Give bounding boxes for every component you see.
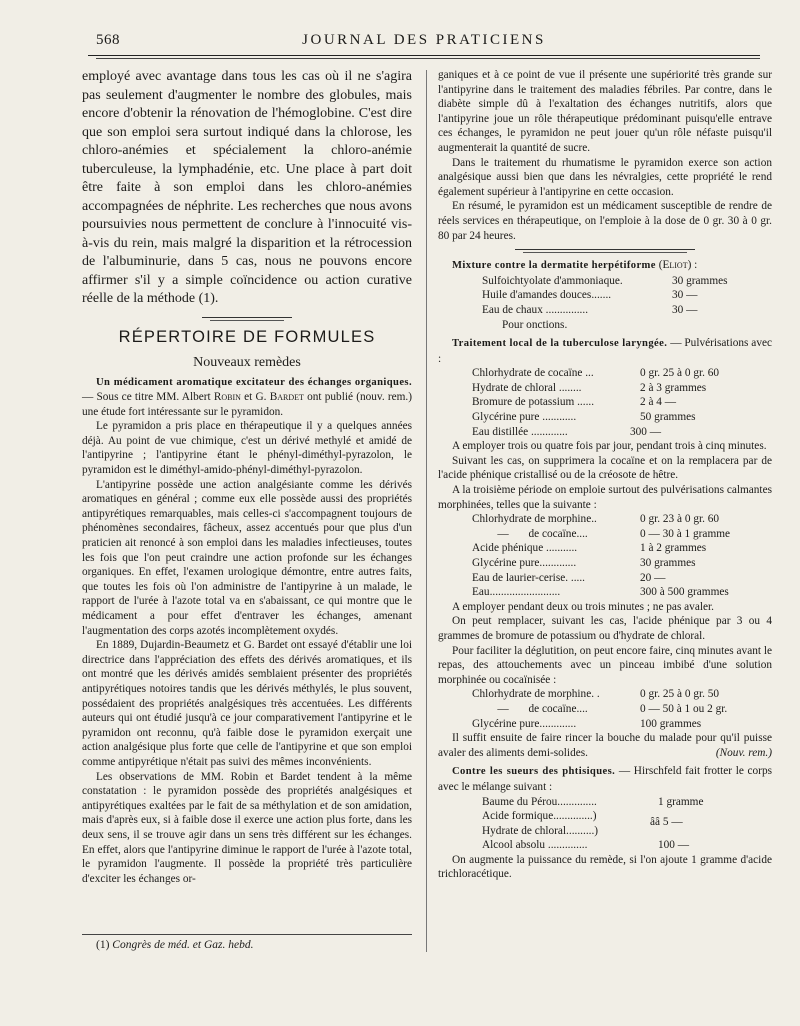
quantity: 300 — — [630, 425, 662, 438]
ingredient: Eau de chaux ............... — [482, 303, 589, 316]
mixture-formula — [482, 274, 772, 332]
quantity: 30 — — [672, 303, 698, 316]
formula-row — [472, 366, 772, 381]
footnote-number: (1) — [96, 939, 113, 951]
quantity: 0 — 50 à 1 ou 2 gr. — [640, 702, 728, 715]
header-rule-thin — [96, 58, 760, 59]
ingredient: Bromure de potassium ...... — [472, 396, 595, 409]
formula-row — [482, 795, 772, 810]
section-title: RÉPERTOIRE DE FORMULES — [118, 327, 376, 346]
ingredient: Chlorhydrate de cocaïne ... — [472, 367, 594, 380]
formula-row — [472, 541, 772, 556]
deglutition-text: Il suffit ensuite de faire rincer la bouche du malade pour qu'il puisse avaler des aliments demi-solides. — [438, 732, 772, 759]
left-paragraph-3: Le pyramidon a pris place en thérapeutique il y a quelques années déjà. Au point de vue chimique, c'est un dérivé methylé et amidé de l'antipyrine ; l'antipyrine étant le phényl-diméthyl-pyrazolon, le pyramidon est le diméthyl-amido-phényl-diméthyl-pyrazolon. — [82, 420, 412, 477]
left-paragraph-6: Les observations de MM. Robin et Bardet tendent à la même constatation : le pyramidon possède des propriétés analgésiques et antipyrétiques exaltées par le fait de sa méthylation et de son amidation, mais d'après eux, si à faible dose il exerce une action plus forte, dans les deux sens, il se trouve agir dans un sens très différent sur les échanges. En effet, alors que l'antipyrine diminue le rapport de l'urée à l'azote total, le pyramidon l'augmente. Il possède la propriété très particulière d'exciter les échanges or- — [82, 770, 412, 885]
ingredient: Eau......................... — [472, 586, 561, 599]
left-column — [82, 68, 412, 886]
ingredient: Alcool absolu .............. — [482, 839, 588, 852]
ingredient: Chlorhydrate de morphine. . — [472, 688, 600, 701]
deglutition-source: (Nouv. rem.) — [715, 746, 772, 759]
sueurs-title: Contre les sueurs des phtisiques. — [452, 766, 616, 778]
right-paragraph-3: En résumé, le pyramidon est un médicament susceptible de rendre de réels services en thérapeutique, on l'emploie à la dose de 0 gr. 30 à 0 gr. 80 par 24 heures. — [438, 200, 772, 242]
quantity: 0 — 30 à 1 gramme — [640, 527, 731, 540]
quantity: 20 — — [640, 571, 666, 584]
mixture-usage: Pour onctions. — [502, 318, 568, 331]
article-intro-c: ont publié (nouv. rem.) une étude fort intéressante sur le pyramidon. — [82, 391, 413, 418]
formula-row — [472, 425, 772, 440]
page-number: 568 — [96, 32, 120, 48]
formula-row — [472, 687, 772, 702]
left-paragraph-4: L'antipyrine possède une action analgésiante comme les dérivés aromatiques en général ; comme eux elle possède aussi des propriétés antipyrétiques remarquables, mais celles-ci s'accompagnent toujours de phénomènes secondaires, fâcheux, assez accentués pour que plus d'un praticien ait renoncé à son emploi dans les maladies infectieuses, toutes les fois que l'on peut craindre une action profonde sur les échanges organiques. En effet, l'examen urologique démontre, entre autres faits, que toutes les fois où l'on administre de l'antipyrine à un malade, le rapport de l'urée à l'azote total va en s'abaissant, ce qui montre que le médicament a pour effet d'entraver les échanges, amenant l'augmentation des corps azotés incomplètement oxydés. — [82, 478, 412, 637]
mixture-title: Mixture contre la dermatite herpétiforme — [452, 260, 656, 272]
ingredient: Huile d'amandes douces....... — [482, 289, 612, 302]
right-paragraph-2: Dans le traitement du rhumatisme le pyramidon exerce son action analgésique aussi bien que dans les névralgies, cette propriété le rend également supérieur à l'antipyrine en cette occasion. — [438, 156, 772, 198]
ingredient: Eau de laurier-cerise. ..... — [472, 571, 585, 584]
formula-row — [472, 410, 772, 425]
tuberculose-paragraph-1: A employer trois ou quatre fois par jour, pendant trois à cinq minutes. — [452, 440, 767, 453]
article-heading: Un médicament aromatique excitateur des échanges organiques. — [96, 376, 412, 388]
formula-row — [472, 556, 772, 571]
footnote-rule — [82, 934, 412, 935]
ingredient: Glycérine pure............. — [472, 557, 577, 569]
footnote-text: Congrès de méd. et Gaz. hebd. — [112, 939, 254, 951]
deglutition-formula — [472, 687, 772, 731]
quantity: 2 à 3 grammes — [640, 381, 707, 394]
formula-row — [472, 585, 772, 600]
journal-title: JOURNAL DES PRATICIENS — [302, 32, 546, 48]
ingredient: Glycérine pure ............ — [472, 411, 577, 424]
morphine-formula — [472, 512, 772, 600]
ingredient: Baume du Pérou.............. — [482, 795, 597, 808]
ingredient: — de cocaïne.... — [472, 702, 588, 715]
ingredient: Acide phénique ........... — [472, 542, 578, 555]
ingredient: Eau distillée ............. — [472, 425, 568, 438]
tuberculose-title: Traitement local de la tuberculose laryngée. — [452, 338, 668, 350]
subsection-title: Nouveaux remèdes — [193, 354, 301, 370]
sueurs-formula — [482, 795, 772, 853]
sueurs-intro: — Hirschfeld fait frotter le corps avec le mélange suivant : — [438, 765, 772, 793]
mixture-author: (Eliot) : — [655, 259, 698, 272]
quantity: 1 gramme — [658, 795, 704, 808]
right-paragraph-1: ganiques et à ce point de vue il présente une supériorité très grande sur l'antipyrine dans le traitement des maladies fébriles. Par contre, dans le diabète simple dû à l'exaltation des échanges nutritifs, alors que l'antipyrine joue un rôle thérapeutique prédominant puisqu'elle entrave ces échanges, le pyramidon ne peut jouer qu'un rôle néfaste puisqu'il augmenterait la quantité de sucre. — [438, 69, 772, 154]
tuberculose-paragraph-3: A la troisième période on emploie surtout des pulvérisations calmantes morphinées, telles que la suivante : — [438, 484, 772, 511]
formula-row — [472, 512, 772, 527]
tuberculose-intro: — Pulvérisations avec : — [438, 337, 772, 365]
morphine-paragraph-2: On peut remplacer, suivant les cas, l'acide phénique par 3 ou 4 grammes de bromure de potassium ou d'hydrate de chloral. — [438, 615, 772, 642]
quantity: 0 gr. 23 à 0 gr. 60 — [640, 513, 720, 526]
tuberculose-formula — [472, 366, 772, 439]
formula-row — [482, 274, 772, 289]
column-divider — [426, 70, 427, 952]
quantity: 100 — — [658, 839, 690, 852]
author-robin: Robin — [213, 391, 241, 404]
quantity: 100 grammes — [640, 717, 702, 730]
left-paragraph-1: employé avec avantage dans tous les cas où il ne s'agira pas seulement d'augmenter le nombre des globules, mais encore d'obtenir la rénovation de l'hémoglobine. C'est dire que son emploi sera surtout indiqué dans la chlorose, les chloro-anémies et spécialement la chloro-anémie tuberculeuse, la lymphadénie, etc. Une place à part doit être faite à son emploi dans les chloro-anémies accompagnées de néphrite. Les recherches que nous avons poursuivies nous permettent de conclure à l'innocuité vis-à-vis du rein, mais malgré la disparition et la rétrocession de l'albuminurie, dans 5 cas, nous ne pouvons encore affirmer s'il y a simple coïncidence ou action curative réelle de la méthode (1). — [82, 69, 412, 306]
ingredient: Hydrate de chloral ........ — [472, 381, 582, 394]
morphine-paragraph-1: A employer pendant deux ou trois minutes ; ne pas avaler. — [452, 600, 714, 613]
morphine-paragraph-3: Pour faciliter la déglutition, on peut encore faire, cinq minutes avant le repas, des attouchements avec un pinceau imbibé d'une solution morphinée ou cocaïnisée : — [438, 644, 772, 686]
ingredient: — de cocaïne.... — [472, 527, 588, 540]
formula-row — [482, 809, 772, 824]
right-column — [438, 68, 772, 882]
mixture-heading — [438, 258, 772, 274]
ingredient: Acide formique..............) — [482, 810, 597, 823]
quantity: 30 — — [672, 289, 698, 302]
quantity: 300 à 500 grammes — [640, 586, 729, 599]
sueurs-heading — [438, 764, 772, 794]
tuberculose-paragraph-2: Suivant les cas, on supprimera la cocaïne et on la remplacera par de l'acide phénique cristallisé ou de la créosote de hêtre. — [438, 454, 772, 482]
article-intro-b: et G. — [240, 391, 270, 404]
ingredient: Hydrate de chloral..........) — [482, 824, 599, 837]
left-paragraph-5: En 1889, Dujardin-Beaumetz et G. Bardet ont essayé d'établir une loi directrice dans l'appréciation des effets des dérivés aromatiques, et ils ont montré que les dérivés amidés semblaient présenter des propriétés antipyrétiques notoires tandis que les dérivés méthylés, le plus souvent, possédaient des propriétés analgésiques très accentuées. Les différents auteurs qui ont étudié jusqu'à ce jour comparativement l'antipyrine et le pyramidon ont reconnu, qu'à faible dose le pyramidon exerçait une action analgésique plus forte que celle de l'antipyrine et que son emploi comme antipyrétique n'était pas suivi des mêmes inconvénients. — [82, 639, 412, 768]
header-rule — [88, 55, 760, 56]
tuberculose-heading — [438, 336, 772, 366]
page-header — [88, 30, 760, 52]
ingredient: Glycérine pure............. — [472, 717, 577, 730]
quantity: 0 gr. 25 à 0 gr. 60 — [640, 367, 720, 380]
formula-row — [472, 571, 772, 586]
right-section-rule — [515, 249, 695, 250]
ingredient: Sulfoichtyolate d'ammoniaque. — [482, 274, 623, 287]
article-intro-a: — Sous ce titre MM. Albert — [82, 391, 214, 404]
quantity: 30 grammes — [640, 557, 696, 569]
formula-row — [472, 381, 772, 396]
quantity: 0 gr. 25 à 0 gr. 50 — [640, 688, 720, 701]
section-rule — [202, 317, 292, 318]
formula-row — [482, 838, 772, 853]
quantity: 2 à 4 — — [640, 396, 677, 409]
left-paragraph-2 — [82, 375, 412, 420]
quantity: 1 à 2 grammes — [640, 542, 707, 555]
quantity: 30 grammes — [672, 274, 728, 287]
formula-row — [482, 303, 772, 318]
formula-row — [472, 527, 772, 542]
formula-row — [482, 824, 772, 839]
deglutition-paragraph — [438, 731, 772, 760]
sueurs-paragraph: On augmente la puissance du remède, si l'on ajoute 1 gramme d'acide trichloracétique. — [438, 853, 772, 881]
author-bardet: Bardet — [269, 391, 304, 404]
footnote — [96, 939, 253, 951]
formula-row — [482, 288, 772, 303]
formula-row — [472, 702, 772, 717]
quantity: 50 grammes — [640, 411, 696, 424]
shared-quantity: ââ 5 — — [650, 815, 683, 828]
ingredient: Chlorhydrate de morphine.. — [472, 513, 597, 526]
formula-row — [472, 395, 772, 410]
formula-row — [472, 717, 772, 732]
